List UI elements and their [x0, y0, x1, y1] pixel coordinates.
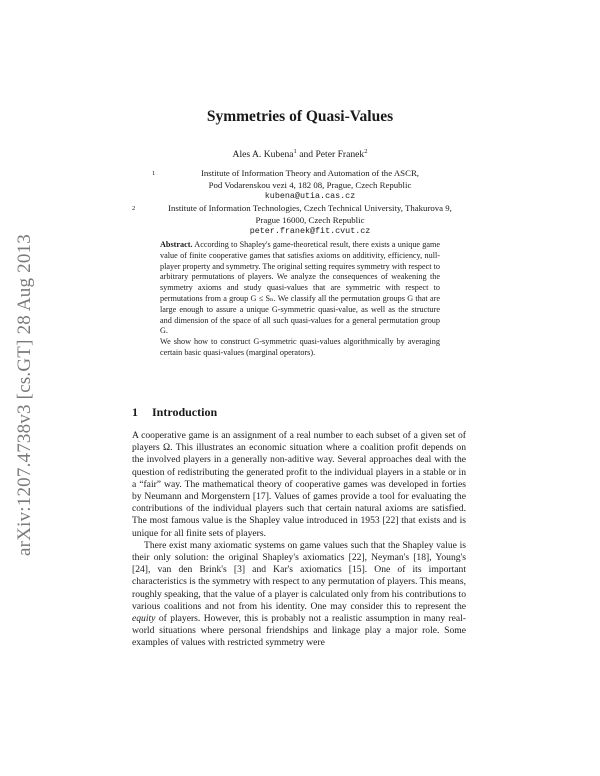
affiliation-2-line1: Institute of Information Technologies, Czech Technical University, Thakurova 9, [168, 203, 452, 213]
author-2-mark: 2 [364, 148, 368, 155]
affiliation-1-email: kubena@utia.cas.cz [264, 191, 356, 202]
affiliation-1 [152, 168, 460, 203]
emphasis-equity: equity [132, 613, 156, 625]
affiliation-2-line2: Prague 16000, Czech Republic [255, 214, 365, 225]
affiliation-2-mark: 2 [132, 205, 136, 212]
abstract-paragraph-1 [160, 240, 440, 337]
affiliation-1-mark: 1 [152, 170, 156, 177]
body-text [132, 430, 466, 650]
affiliation-2-email: peter.franek@fit.cvut.cz [249, 226, 371, 237]
body-paragraph-2-a: There exist many axiomatic systems on game values such that the Shapley value is their only solution: the original Shapley's axiomatics [22], Neyman's [18], Young's [24], van den Brink's [3] and Kar's axiomatics [15]. One of its important characteristics is the symmetry with respect to any permutation of players. This means, roughly speaking, that the value of a player is calculated only from his contributions to various coalitions and not from his identity. One may consider this to represent the [132, 539, 466, 612]
author-2: Peter Franek [315, 149, 365, 161]
abstract [160, 240, 440, 359]
author-1: Ales A. Kubena [232, 149, 294, 161]
abstract-label: Abstract. [160, 240, 193, 249]
authors-line [0, 148, 600, 160]
arxiv-identifier-sidebar [10, 185, 40, 605]
body-paragraph-2 [132, 540, 466, 650]
body-paragraph-2-b: of players. However, this is probably not a realistic assumption in many real-world situations where personal friendships and linkage play a major role. Some examples of values with restricted symmetry were [132, 613, 466, 649]
affiliation-1-line2: Pod Vodarenskou vezi 4, 182 08, Prague, Czech Republic [208, 179, 412, 190]
arxiv-identifier: arXiv:1207.4738v3 [cs.GT] 28 Aug 2013 [14, 234, 35, 556]
abstract-text-1: According to Shapley's game-theoretical result, there exists a unique game value of finite cooperative games that satisfies axioms on additivity, efficiency, null-player property and symmetry. The original setting requires symmetry with respect to arbitrary permutations of players. We analyze the consequences of weakening the symmetry axioms and study quasi-values that are symmetric with respect to permutations from a group G ≤ Sₙ. We classify all the permutation groups G that are large enough to assure a unique G-symmetric quasi-value, as well as the structure and dimension of the space of all such quasi-values for a general permutation group G. [160, 240, 440, 336]
author-conjunction: and [296, 149, 316, 161]
abstract-paragraph-2: We show how to construct G-symmetric quasi-values algorithmically by averaging certain basic quasi-values (marginal operators). [160, 337, 440, 357]
affiliation-1-line1: Institute of Information Theory and Automation of the ASCR, [200, 168, 420, 178]
section-title: Introduction [152, 405, 218, 419]
body-paragraph-1: A cooperative game is an assignment of a real number to each subset of a given set of players Ω. This illustrates an economic situation where a coalition profit depends on the involved players in a generally non-aditive way. Several approaches deal with the question of redistributing the generated profit to the individual players in a stable or in a “fair” way. The mathematical theory of cooperative games was developed in forties by Neumann and Morgenstern [17]. Values of games provide a tool for evaluating the contributions of the individual players such that certain natural axioms are satisfied. The most famous value is the Shapley value introduced in 1953 [22] that exists and is unique for all finite sets of players. [132, 430, 466, 539]
author-1-mark: 1 [293, 148, 297, 155]
paper-title: Symmetries of Quasi-Values [206, 108, 394, 125]
section-heading [132, 405, 217, 420]
affiliation-2 [132, 203, 480, 238]
section-number: 1 [132, 405, 138, 419]
